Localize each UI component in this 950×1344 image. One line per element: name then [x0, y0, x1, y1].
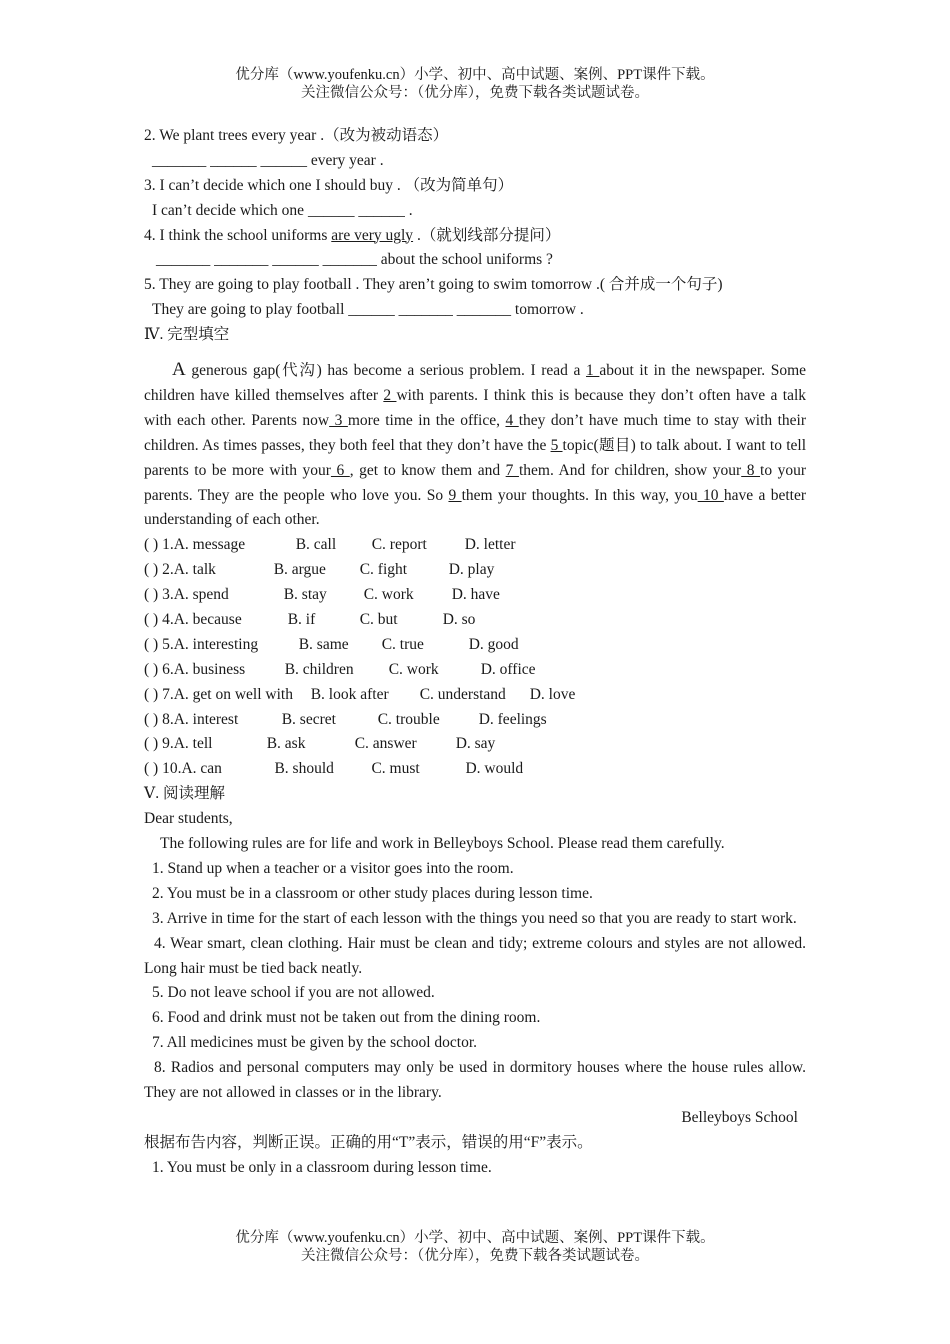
- option-a: A. tell: [173, 735, 213, 753]
- passage-text: about it in the newspaper. Some children have killed themselves after: [144, 362, 807, 404]
- cloze-heading: Ⅳ. 完型填空: [144, 326, 230, 344]
- rewrite-answer-5: They are going to play football ______ _______ _______ tomorrow .: [152, 301, 584, 319]
- rule-item: 1. Stand up when a teacher or a visitor goes into the room.: [152, 859, 514, 877]
- option-c: C. fight: [359, 561, 408, 579]
- cloze-question-row: [144, 558, 806, 583]
- blank-5: 5: [550, 436, 563, 454]
- rewrite-question-4: [144, 224, 806, 249]
- passage-text: to your parents. They are the people who love you. So: [144, 461, 807, 504]
- passage-text: they don’t have much time to stay with their children. As times passes, they both feel that they don’t have the: [144, 411, 807, 454]
- option-b: B. argue: [273, 561, 326, 579]
- option-b: B. secret: [281, 710, 336, 728]
- option-d: D. would: [465, 760, 524, 778]
- question-number: ( ) 6.: [144, 660, 174, 678]
- reading-heading: Ⅴ. 阅读理解: [144, 785, 225, 803]
- tf-instruction: 根据布告内容，判断正误。正确的用“T”表示，错误的用“F”表示。: [144, 1133, 593, 1151]
- rule-item: 2. You must be in a classroom or other study places during lesson time.: [152, 884, 593, 902]
- option-b: B. children: [284, 660, 354, 678]
- passage-text: topic(题目) to talk about. I want to tell parents to be more with your: [144, 436, 806, 479]
- rule-item: 6. Food and drink must not be taken out from the dining room.: [152, 1009, 541, 1027]
- cloze-questions: [144, 533, 806, 782]
- option-d: D. office: [480, 660, 536, 678]
- option-b: B. look after: [310, 685, 389, 703]
- option-a: A. interest: [173, 710, 239, 728]
- option-d: D. love: [529, 685, 576, 703]
- question-number: ( ) 7.: [144, 685, 174, 703]
- question-number: ( ) 4.: [144, 611, 174, 629]
- option-a: A. business: [173, 660, 246, 678]
- cloze-question-row: [144, 633, 806, 658]
- cloze-question-row: [144, 683, 806, 708]
- option-a: A. talk: [173, 561, 216, 579]
- cloze-question-row: [144, 533, 806, 558]
- cloze-question-row: [144, 608, 806, 633]
- cloze-passage: [144, 358, 806, 533]
- question-number: ( ) 8.: [144, 710, 174, 728]
- rule-item: 3. Arrive in time for the start of each lesson with the things you need so that you are ready to start work.: [152, 909, 797, 927]
- rewrite-answer-2: _______ ______ ______ every year .: [152, 151, 384, 169]
- option-d: D. so: [442, 611, 476, 629]
- option-d: D. feelings: [478, 710, 547, 728]
- rule-item: 5. Do not leave school if you are not allowed.: [152, 984, 435, 1002]
- reading-intro: The following rules are for life and work in Belleyboys School. Please read them carefully.: [160, 835, 725, 853]
- option-d: D. say: [455, 735, 496, 753]
- option-d: D. letter: [464, 536, 516, 554]
- option-d: D. good: [468, 635, 519, 653]
- rewrite-answer-4: _______ _______ ______ _______ about the school uniforms ?: [156, 251, 553, 269]
- passage-text: have a better understanding of each other.: [144, 486, 807, 529]
- question-number: ( ) 10.: [144, 760, 182, 778]
- option-d: D. play: [448, 561, 495, 579]
- option-a: A. spend: [173, 586, 229, 604]
- blank-4: 4: [505, 411, 519, 429]
- question-number: ( ) 3.: [144, 586, 174, 604]
- blank-1: 1: [586, 362, 600, 380]
- blank-8: 8: [741, 461, 761, 479]
- footer-line-1: 优分库（www.youfenku.cn）小学、初中、高中试题、案例、PPT课件下载。: [235, 1230, 715, 1246]
- rule-item: 8. Radios and personal computers may only be used in dormitory houses where the house rules allow. They are not allowed in classes or in the library.: [144, 1059, 806, 1102]
- option-c: C. understand: [419, 685, 506, 703]
- option-a: A. because: [173, 611, 242, 629]
- footer-line-2: 关注微信公众号：（优分库），免费下载各类试题试卷。: [301, 1248, 649, 1264]
- rule-item: 7. All medicines must be given by the school doctor.: [152, 1034, 478, 1052]
- rewrite-question-3: 3. I can’t decide which one I should buy . （改为简单句）: [144, 176, 514, 194]
- blank-7: 7: [505, 461, 519, 479]
- passage-text: generous gap(代沟) has become a serious problem. I read a: [185, 362, 587, 380]
- option-b: B. call: [295, 536, 337, 554]
- page-footer: [0, 1229, 950, 1265]
- question-number: ( ) 1.: [144, 536, 174, 554]
- option-c: C. must: [371, 760, 420, 778]
- option-b: B. should: [274, 760, 334, 778]
- option-c: C. trouble: [377, 710, 440, 728]
- q4-prefix: 4. I think the school uniforms: [144, 226, 332, 244]
- tf-item: 1. You must be only in a classroom during lesson time.: [152, 1158, 492, 1176]
- cloze-question-row: [144, 732, 806, 757]
- q4-underlined-part: are very ugly: [331, 226, 414, 244]
- cloze-question-row: [144, 583, 806, 608]
- passage-text: with parents. I think this is because they don’t often have a talk with each other. Parents now: [144, 386, 807, 429]
- blank-9: 9: [448, 486, 462, 504]
- option-b: B. ask: [266, 735, 306, 753]
- rewrite-answer-3: I can’t decide which one ______ ______ .: [152, 201, 413, 219]
- question-number: ( ) 9.: [144, 735, 174, 753]
- rewrite-question-5: 5. They are going to play football . They aren’t going to swim tomorrow .( 合并成一个句子): [144, 276, 723, 294]
- option-c: C. true: [381, 635, 424, 653]
- option-c: C. report: [371, 536, 427, 554]
- reading-greeting: Dear students,: [144, 810, 233, 828]
- notice-signature: Belleyboys School: [681, 1108, 798, 1126]
- option-d: D. have: [451, 586, 500, 604]
- passage-text: them. And for children, show your: [518, 461, 742, 479]
- option-c: C. work: [388, 660, 439, 678]
- rule-item: 4. Wear smart, clean clothing. Hair must be clean and tidy; extreme colours and styles are not allowed. Long hair must be tied back neatly.: [144, 934, 806, 977]
- blank-3: 3: [329, 411, 348, 429]
- q4-suffix: .（就划线部分提问）: [413, 226, 561, 244]
- header-line-2: 关注微信公众号：（优分库），免费下载各类试题试卷。: [301, 85, 649, 101]
- passage-text: more time in the office,: [347, 411, 506, 429]
- option-a: A. interesting: [173, 635, 259, 653]
- passage-text: them your thoughts. In this way, you: [461, 486, 698, 504]
- blank-10: 10: [697, 486, 724, 504]
- question-number: ( ) 5.: [144, 635, 174, 653]
- option-b: B. stay: [283, 586, 327, 604]
- option-a: A. message: [173, 536, 246, 554]
- blank-2: 2: [383, 386, 397, 404]
- cloze-question-row: [144, 757, 806, 782]
- option-c: C. answer: [354, 735, 417, 753]
- option-b: B. if: [287, 611, 316, 629]
- blank-6: 6: [330, 461, 350, 479]
- passage-first-letter: A: [172, 359, 186, 381]
- question-number: ( ) 2.: [144, 561, 174, 579]
- option-c: C. but: [359, 611, 398, 629]
- passage-text: , get to know them and: [349, 461, 506, 479]
- page-header: [0, 66, 950, 102]
- rewrite-question-2: 2. We plant trees every year .（改为被动语态）: [144, 127, 449, 144]
- option-a: A. can: [181, 760, 222, 778]
- option-a: A. get on well with: [173, 685, 293, 703]
- cloze-question-row: [144, 658, 806, 683]
- document-body: [144, 124, 806, 1181]
- cloze-question-row: [144, 708, 806, 733]
- header-line-1: 优分库（www.youfenku.cn）小学、初中、高中试题、案例、PPT课件下载。: [235, 67, 715, 83]
- option-b: B. same: [298, 635, 349, 653]
- option-c: C. work: [363, 586, 414, 604]
